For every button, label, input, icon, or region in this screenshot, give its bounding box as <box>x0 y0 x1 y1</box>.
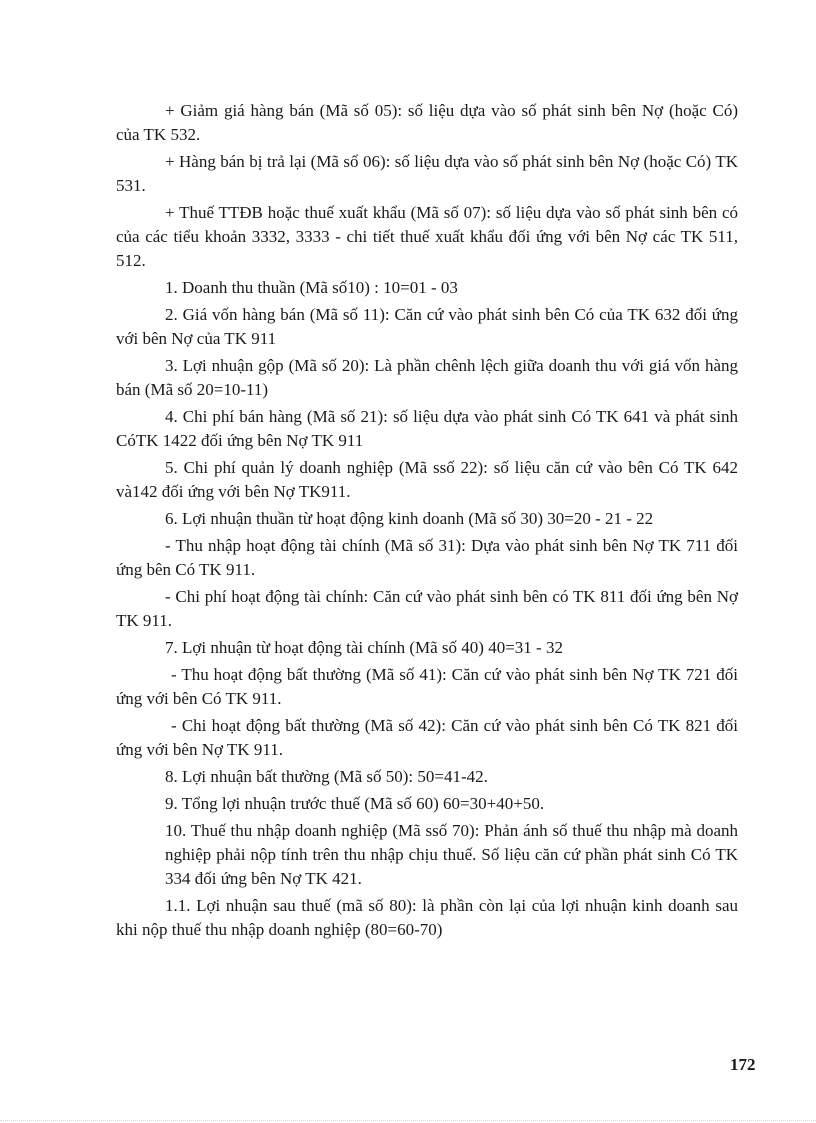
paragraph-discount: + Giảm giá hàng bán (Mã số 05): số liệu dựa vào số phát sinh bên Nợ (hoặc Có) của TK 532. <box>116 101 738 144</box>
paragraph-financial-expense: - Chi phí hoạt động tài chính: Căn cứ vào phát sinh bên có TK 811 đối ứng bên Nợ TK 911. <box>116 587 738 630</box>
paragraph-returns: + Hàng bán bị trả lại (Mã số 06): số liệu dựa vào số phát sinh bên Nợ (hoặc Có) TK 531. <box>116 152 738 195</box>
paragraph-pretax-profit: 9. Tổng lợi nhuận trước thuế (Mã số 60) 60=30+40+50. <box>165 794 545 813</box>
paragraph-excise-tax: + Thuế TTĐB hoặc thuế xuất khẩu (Mã số 07): số liệu dựa vào số phát sinh bên có của các tiểu khoản 3332, 3333 - chi tiết thuế xuất khẩu đối ứng với bên Nợ các TK 511, 512. <box>116 203 738 270</box>
paragraph-corporate-tax: 10. Thuế thu nhập doanh nghiệp (Mã ssố 70): Phản ánh số thuế thu nhập mà doanh nghiệp phải nộp tính trên thu nhập chịu thuế. Số liệu căn cứ phần phát sinh Có TK 334 đối ứng bên Nợ TK 421. <box>165 821 738 888</box>
paragraph-financial-profit: 7. Lợi nhuận từ hoạt động tài chính (Mã số 40) 40=31 - 32 <box>165 638 563 657</box>
paragraph-financial-income: - Thu nhập hoạt động tài chính (Mã số 31): Dựa vào phát sinh bên Nợ TK 711 đối ứng bên Có TK 911. <box>116 536 738 579</box>
paragraph-operating-profit: 6. Lợi nhuận thuần từ hoạt động kinh doanh (Mã số 30) 30=20 - 21 - 22 <box>165 509 654 528</box>
page-number: 172 <box>730 1055 756 1074</box>
paragraph-gross-profit: 3. Lợi nhuận gộp (Mã số 20): Là phần chênh lệch giữa doanh thu với giá vốn hàng bán (Mã số 20=10-11) <box>116 356 738 399</box>
paragraph-admin-expense: 5. Chi phí quản lý doanh nghiệp (Mã ssố 22): số liệu căn cứ vào bên Có TK 642 và142 đối ứng với bên Nợ TK911. <box>116 458 738 501</box>
paragraph-cost-of-goods: 2. Giá vốn hàng bán (Mã số 11): Căn cứ vào phát sinh bên Có của TK 632 đối ứng với bên Nợ của TK 911 <box>116 305 738 348</box>
paragraph-net-revenue: 1. Doanh thu thuần (Mã số10) : 10=01 - 03 <box>165 278 458 297</box>
page-body <box>116 99 738 945</box>
footer-divider <box>0 1120 816 1121</box>
paragraph-extraordinary-income: - Thu hoạt động bất thường (Mã số 41): Căn cứ vào phát sinh bên Nợ TK 721 đối ứng với bên Có TK 911. <box>116 665 738 708</box>
paragraph-selling-expense: 4. Chi phí bán hàng (Mã số 21): số liệu dựa vào phát sinh Có TK 641 và phát sinh CóTK 1422 đối ứng bên Nợ TK 911 <box>116 407 738 450</box>
paragraph-after-tax-profit: 1.1. Lợi nhuận sau thuế (mã số 80): là phần còn lại của lợi nhuận kinh doanh sau khi nộp thuế thu nhập doanh nghiệp (80=60-70) <box>116 896 738 939</box>
paragraph-extraordinary-profit: 8. Lợi nhuận bất thường (Mã số 50): 50=41-42. <box>165 767 488 786</box>
paragraph-extraordinary-expense: - Chi hoạt động bất thường (Mã số 42): Căn cứ vào phát sinh bên Có TK 821 đối ứng với bên Nợ TK 911. <box>116 716 738 759</box>
